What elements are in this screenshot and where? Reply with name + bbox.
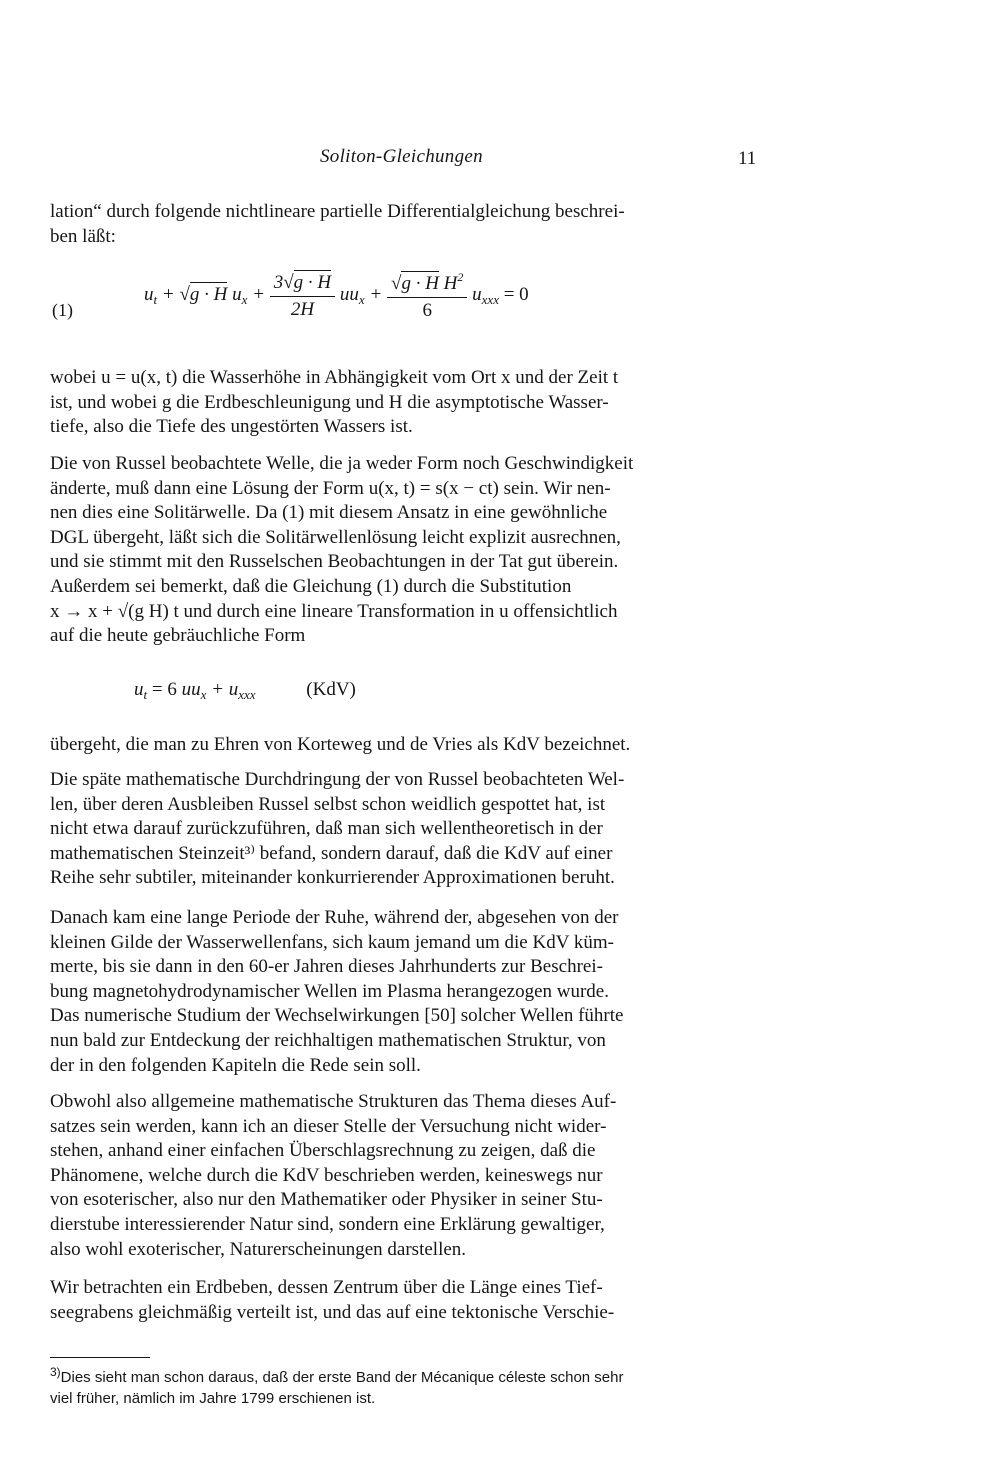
text-line: und sie stimmt mit den Russelschen Beobachtungen in der Tat gut überein.: [50, 551, 619, 573]
text-line: Die späte mathematische Durchdringung der von Russel beobachteten Wel-: [50, 769, 625, 790]
text-line: DGL übergeht, läßt sich die Solitärwellenlösung leicht explizit ausrechnen,: [50, 526, 621, 548]
text-line: Reihe sehr subtiler, miteinander konkurrierender Approximationen beruht.: [50, 867, 615, 889]
text-line: Die von Russel beobachtete Welle, die ja weder Form noch Geschwindigkeit: [50, 453, 634, 474]
text-line: Phänomene, welche durch die KdV beschrieben werden, keineswegs nur: [50, 1164, 603, 1186]
text-line: wobei u = u(x, t) die Wasserhöhe in Abhängigkeit vom Ort x und der Zeit t: [50, 367, 619, 388]
text-line: satzes sein werden, kann ich an dieser Stelle der Versuchung nicht wider-: [50, 1115, 607, 1137]
kdv-label: (KdV): [306, 679, 356, 700]
text-line: mathematischen Steinzeit³⁾ befand, sondern darauf, daß die KdV auf einer: [50, 842, 613, 864]
kdv-equation: [134, 679, 356, 703]
text-line: nen dies eine Solitärwelle. Da (1) mit diesem Ansatz in eine gewöhnliche: [50, 502, 608, 524]
kdv-equation-rendered: $u_t = 6$ $uu_x + u_{xxx}$: [134, 679, 256, 702]
text-line: kleinen Gilde der Wasserwellenfans, sich kaum jemand um die KdV küm-: [50, 931, 614, 953]
text-line: auf die heute gebräuchliche Form: [50, 625, 306, 647]
text-line: Obwohl also allgemeine mathematische Strukturen das Thema dieses Auf-: [50, 1091, 617, 1112]
text-line: x → x + √(g H) t und durch eine lineare Transformation in u offensichtlich: [50, 600, 618, 622]
footnote-mark: 3): [50, 1365, 61, 1379]
text-line: merte, bis sie dann in den 60-er Jahren dieses Jahrhunderts zur Beschrei-: [50, 956, 603, 978]
text-line: von esoterischer, also nur den Mathematiker oder Physiker in seiner Stu-: [50, 1189, 603, 1211]
equation-1: [50, 270, 810, 340]
text-line: nun bald zur Entdeckung der reichhaltigen mathematischen Struktur, von: [50, 1029, 606, 1051]
text-line: tiefe, also die Tiefe des ungestörten Wassers ist.: [50, 416, 413, 438]
text-line: Außerdem sei bemerkt, daß die Gleichung (1) durch die Substitution: [50, 575, 572, 597]
page-number: 11: [738, 148, 757, 169]
footnote-text: Dies sieht man schon daraus, daß der erste Band der Mécanique céleste schon sehr: [60, 1369, 624, 1386]
paragraph-history: [50, 768, 784, 891]
paragraph-kdv-naming: [50, 733, 784, 758]
paragraph-earthquake: [50, 1276, 784, 1325]
text-line: len, über deren Ausbleiben Russel selbst schon weidlich gespottet hat, ist: [50, 793, 606, 815]
paragraph-plasma: [50, 906, 784, 1078]
text-line: Danach kam eine lange Periode der Ruhe, während der, abgesehen von der: [50, 907, 619, 928]
text-line: stehen, anhand einer einfachen Überschlagsrechnung zu zeigen, daß die: [50, 1140, 596, 1162]
text-line: übergeht, die man zu Ehren von Korteweg und de Vries als KdV bezeichnet.: [50, 734, 631, 755]
intro-paragraph: [50, 200, 784, 249]
text-line: ist, und wobei g die Erdbeschleunigung und H die asymptotische Wasser-: [50, 391, 609, 413]
text-line: Wir betrachten ein Erdbeben, dessen Zentrum über die Länge eines Tief-: [50, 1277, 603, 1298]
text-line: also wohl exoterischer, Naturerscheinungen darstellen.: [50, 1238, 467, 1260]
text-line: bung magnetohydrodynamischer Wellen im Plasma herangezogen wurde.: [50, 980, 609, 1002]
equation-number: (1): [52, 300, 73, 320]
text-line: Das numerische Studium der Wechselwirkungen [50] solcher Wellen führte: [50, 1005, 624, 1027]
text-line: dierstube interessierender Natur sind, sondern eine Erklärung gewaltiger,: [50, 1213, 605, 1235]
intro-line: lation“ durch folgende nichtlineare partielle Differentialgleichung beschrei-: [50, 201, 625, 222]
equation-1-rendered: $u_t + √g \cdot H$ $u_x$ + $\frac{3√g \cdot H}{2H}$ $uu_x$ + $\frac{√g \cdot H H^2}{6}$ $u_{xxx} = 0$: [144, 270, 529, 321]
paragraph-solitary-wave: [50, 452, 784, 649]
text-line: nicht etwa darauf zurückzuführen, daß man sich wellentheoretisch in der: [50, 818, 603, 840]
intro-line: ben läßt:: [50, 225, 116, 247]
footnote-line: viel früher, nämlich im Jahre 1799 erschienen ist.: [50, 1390, 376, 1407]
footnote-line: [50, 1362, 770, 1388]
running-header-title: Soliton-Gleichungen: [320, 146, 483, 167]
footnote-rule: [50, 1357, 150, 1358]
text-line: der in den folgenden Kapiteln die Rede sein soll.: [50, 1054, 421, 1076]
text-line: seegrabens gleichmäßig verteilt ist, und das auf eine tektonische Verschie-: [50, 1301, 615, 1323]
paragraph-phenomena: [50, 1090, 784, 1262]
footnote: [50, 1362, 770, 1409]
text-line: änderte, muß dann eine Lösung der Form u(x, t) = s(x − ct) sein. Wir nen-: [50, 477, 611, 499]
paragraph-definitions: [50, 366, 784, 440]
